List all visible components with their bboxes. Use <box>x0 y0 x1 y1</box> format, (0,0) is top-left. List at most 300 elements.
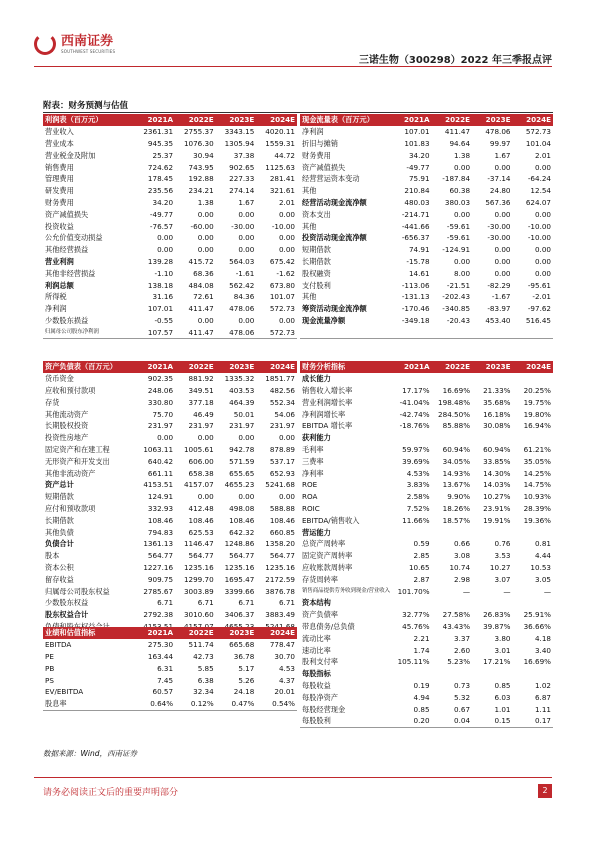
row-value: 564.77 <box>188 551 214 561</box>
row-label: 资产总计 <box>45 480 74 490</box>
row-value: — <box>503 586 511 596</box>
row-label: 成长能力 <box>302 374 331 384</box>
row-value: 498.08 <box>229 503 255 513</box>
row-value: 2.60 <box>454 645 471 655</box>
row-value: 108.46 <box>147 515 174 525</box>
row-value: 349.51 <box>188 385 214 395</box>
row-value: 0.00 <box>197 433 214 443</box>
row-label: 财务费用 <box>45 197 74 207</box>
row-value: -10.00 <box>271 221 295 231</box>
row-value: 6.38 <box>197 675 214 685</box>
table-row <box>300 256 553 268</box>
year-header: 2024E <box>513 361 554 373</box>
row-value <box>513 597 554 609</box>
row-value: 1.38 <box>197 197 214 207</box>
row-value: 10.93% <box>523 492 551 502</box>
row-label: 营运能力 <box>302 527 331 537</box>
row-value: 0.00 <box>494 162 511 172</box>
row-value: -59.61 <box>446 221 471 231</box>
row-value: 101.83 <box>404 138 430 148</box>
row-value: 0.00 <box>238 315 255 325</box>
row-value: 34.05% <box>442 456 471 466</box>
row-value: 60.94% <box>483 444 511 454</box>
row-value: 108.46 <box>269 515 295 525</box>
table-row <box>43 161 297 173</box>
row-value: -349.18 <box>401 315 430 325</box>
row-value: 881.92 <box>188 374 214 384</box>
table-title: 现金流量表（百万元） <box>300 114 391 126</box>
row-value: 642.32 <box>229 527 255 537</box>
row-value <box>432 373 472 385</box>
row-value: 3.53 <box>494 551 511 561</box>
row-value <box>472 597 512 609</box>
row-value: 163.44 <box>147 651 174 661</box>
row-value: 0.00 <box>238 233 255 243</box>
row-value: 3003.89 <box>183 586 214 596</box>
row-value: 5.32 <box>454 692 471 702</box>
row-value: 107.01 <box>147 304 174 314</box>
row-value: 10.27% <box>483 492 511 502</box>
table-row <box>43 526 297 538</box>
row-value: 588.88 <box>269 503 295 513</box>
row-label: 短期借款 <box>302 245 331 255</box>
row-value: 4655.23 <box>224 480 255 490</box>
row-value: 0.85 <box>494 680 511 690</box>
row-value: 101.04 <box>525 138 551 148</box>
blank-row <box>300 326 553 338</box>
row-value: 32.77% <box>402 610 430 620</box>
row-value <box>513 526 554 538</box>
row-value: 3.37 <box>454 633 471 643</box>
table-row <box>300 315 553 327</box>
row-value <box>391 526 431 538</box>
table-row <box>300 644 553 656</box>
row-value: 330.80 <box>147 397 174 407</box>
row-value: 284.50% <box>438 409 471 419</box>
row-label: 固定资产周转率 <box>302 551 353 561</box>
row-label: 资产减值损失 <box>302 162 346 172</box>
row-value: 45.76% <box>402 621 430 631</box>
year-header: 2023E <box>472 114 512 126</box>
row-label: 投资收益 <box>45 221 74 231</box>
footer-disclaimer: 请务必阅读正文后的重要声明部分 <box>43 788 179 798</box>
table-row <box>43 432 297 444</box>
row-value: 0.00 <box>157 433 174 443</box>
row-value: 6.71 <box>197 598 214 608</box>
row-value: 0.15 <box>472 715 512 727</box>
row-value: 0.85 <box>413 704 430 714</box>
balance-sheet-table <box>43 361 297 633</box>
valuation-table <box>43 627 297 711</box>
table-row <box>300 385 553 397</box>
row-value: 14.30% <box>483 468 511 478</box>
row-label: 投资活动现金流净额 <box>302 233 367 243</box>
row-value: 412.48 <box>188 503 214 513</box>
row-value: 39.69% <box>402 456 430 466</box>
row-value: 4.37 <box>278 675 295 685</box>
row-value: 0.00 <box>278 233 295 243</box>
row-value: 0.00 <box>197 245 214 255</box>
row-value: 1358.20 <box>265 539 295 549</box>
row-value <box>391 668 431 680</box>
row-label: PS <box>45 675 54 685</box>
row-label: PE <box>45 651 54 661</box>
row-label: 其他 <box>302 186 317 196</box>
row-value: 5.26 <box>238 675 255 685</box>
table-row <box>43 597 297 609</box>
row-value: -1.62 <box>276 268 295 278</box>
row-value: 42.73 <box>193 651 214 661</box>
row-value: 3.07 <box>494 574 511 584</box>
row-value: 17.21% <box>483 657 511 667</box>
row-value: -1.61 <box>235 268 255 278</box>
row-value: 1248.86 <box>224 539 255 549</box>
row-value: 1.11 <box>534 704 551 714</box>
row-label: 折旧与摊销 <box>302 138 338 148</box>
row-label: ROIC <box>302 503 320 513</box>
table-row <box>300 208 553 220</box>
row-label: 现金流量净额 <box>302 315 346 325</box>
row-value <box>391 373 431 385</box>
row-value: 3399.66 <box>224 586 255 596</box>
table-row <box>300 420 553 432</box>
row-label: 财务费用 <box>302 150 331 160</box>
row-value: -131.13 <box>401 292 430 302</box>
row-label: 营业税金及附加 <box>45 150 96 160</box>
row-value: 24.18 <box>233 687 255 697</box>
row-value: 17.17% <box>402 385 430 395</box>
row-value: 2.85 <box>413 551 430 561</box>
row-value: 0.04 <box>432 715 472 727</box>
row-label: 每股指标 <box>302 669 331 679</box>
row-value: 665.68 <box>229 640 255 650</box>
row-value: 572.73 <box>256 326 297 338</box>
cashflow-statement-table <box>300 114 553 339</box>
table-row <box>300 173 553 185</box>
row-value: 8.00 <box>454 268 471 278</box>
row-value: 25.37 <box>152 150 174 160</box>
row-value: 571.59 <box>229 456 255 466</box>
row-label: 其他 <box>302 221 317 231</box>
table-row <box>43 491 297 503</box>
row-value: 46.49 <box>193 409 214 419</box>
row-label: 净利率 <box>302 468 324 478</box>
row-value <box>432 597 472 609</box>
row-value: 567.36 <box>485 197 511 207</box>
table-row <box>300 550 553 562</box>
table-row <box>43 244 297 256</box>
row-value: 35.68% <box>483 397 511 407</box>
brand-logo <box>34 33 115 55</box>
table-row <box>43 538 297 550</box>
row-value: 101.07 <box>269 292 295 302</box>
row-label: EV/EBITDA <box>45 687 84 697</box>
row-value: 4.53% <box>406 468 430 478</box>
row-value: 18.26% <box>442 503 471 513</box>
row-value: 332.93 <box>147 503 174 513</box>
table-row <box>300 621 553 633</box>
table-row <box>43 408 297 420</box>
row-value: 0.00 <box>494 245 511 255</box>
row-value: -2.01 <box>532 292 551 302</box>
row-value: 0.00 <box>238 209 255 219</box>
row-value: 673.80 <box>269 280 295 290</box>
row-label: EBITDA 增长率 <box>302 421 353 431</box>
row-value: 1299.70 <box>183 574 214 584</box>
row-value: 5.85 <box>197 663 214 673</box>
year-header: 2023E <box>216 114 257 126</box>
row-value: 0.00 <box>454 209 471 219</box>
row-label: 净利润 <box>302 127 324 137</box>
table-row <box>300 291 553 303</box>
row-value: -15.78 <box>406 256 430 266</box>
row-value: 640.42 <box>147 456 174 466</box>
row-value: 24.80 <box>489 186 511 196</box>
row-value: -49.77 <box>406 162 430 172</box>
row-value: 1235.16 <box>265 562 295 572</box>
year-header: 2024E <box>513 114 554 126</box>
row-value: 4.44 <box>534 551 551 561</box>
table-title: 业绩和估值指标 <box>43 627 134 639</box>
row-value: 572.73 <box>525 127 551 137</box>
table-row <box>300 396 553 408</box>
row-label: 其他 <box>302 292 317 302</box>
row-label: 净利润 <box>45 304 67 314</box>
table-row <box>43 138 297 150</box>
row-value <box>472 526 512 538</box>
year-header: 2023E <box>472 361 512 373</box>
table-row <box>43 514 297 526</box>
row-value: 660.85 <box>269 527 295 537</box>
row-value: -83.97 <box>487 304 511 314</box>
row-label: 资本结构 <box>302 598 331 608</box>
row-value: 85.88% <box>442 421 471 431</box>
table-row <box>300 444 553 456</box>
row-value: 411.47 <box>188 304 214 314</box>
row-value: 4.53 <box>278 663 295 673</box>
row-value: 14.93% <box>442 468 471 478</box>
year-header: 2021A <box>134 627 175 639</box>
row-value: 10.65 <box>408 562 430 572</box>
table-row <box>300 585 553 597</box>
table-row <box>43 385 297 397</box>
row-label: 应付和预收款项 <box>45 503 96 513</box>
row-value: 18.57% <box>442 515 471 525</box>
row-value: 1076.30 <box>183 138 214 148</box>
table-row <box>43 173 297 185</box>
row-label: 速动比率 <box>302 645 331 655</box>
row-value: 14.61 <box>408 268 430 278</box>
row-value <box>513 668 554 680</box>
row-value: 909.75 <box>147 574 174 584</box>
row-value: 0.73 <box>454 680 471 690</box>
table-title: 资产负债表（百万元） <box>43 361 134 373</box>
row-value: 1361.13 <box>143 539 174 549</box>
table-row <box>300 609 553 621</box>
row-value: 178.45 <box>147 174 174 184</box>
row-value: 661.11 <box>147 468 174 478</box>
row-label: 存货 <box>45 397 60 407</box>
row-value <box>432 526 472 538</box>
brand-name-cn: 西南证券 <box>61 33 114 49</box>
table-row <box>43 373 297 385</box>
row-value: 27.58% <box>442 610 471 620</box>
row-value: 0.00 <box>278 245 295 255</box>
row-value: 411.47 <box>444 127 471 137</box>
data-source-note: 数据来源：Wind，西南证券 <box>43 749 138 758</box>
row-value: 0.67 <box>454 704 471 714</box>
row-value: 0.00 <box>454 162 471 172</box>
table-header-row <box>43 361 297 373</box>
row-value: 380.03 <box>444 197 471 207</box>
row-label: 营业成本 <box>45 138 74 148</box>
row-value: 2.87 <box>413 574 430 584</box>
row-label: 存货周转率 <box>302 574 338 584</box>
table-row <box>43 662 297 674</box>
table-row <box>43 444 297 456</box>
table-row <box>43 420 297 432</box>
table-row <box>300 455 553 467</box>
row-value: 26.83% <box>483 610 511 620</box>
row-value: -10.00 <box>527 233 551 243</box>
table-row <box>300 656 553 668</box>
row-value: 3010.60 <box>183 610 214 620</box>
row-value <box>472 668 512 680</box>
row-label: PB <box>45 663 55 673</box>
table-row <box>300 267 553 279</box>
table-row <box>43 197 297 209</box>
row-value: 0.00 <box>494 256 511 266</box>
row-value: 564.77 <box>147 551 174 561</box>
row-label: 获利能力 <box>302 433 331 443</box>
row-label: 股息率 <box>43 698 134 710</box>
row-label: 每股经营现金 <box>302 704 346 714</box>
row-label: 经营活动现金流净额 <box>302 197 367 207</box>
row-value: 2755.37 <box>183 127 214 137</box>
row-label: 销售收入增长率 <box>302 385 353 395</box>
row-value: -10.00 <box>527 221 551 231</box>
row-label: 股利支付率 <box>302 657 338 667</box>
row-label: 研发费用 <box>45 186 74 196</box>
row-value: 231.97 <box>147 421 174 431</box>
table-row <box>43 609 297 621</box>
row-value: 31.16 <box>152 292 174 302</box>
table-row <box>43 585 297 597</box>
row-value: 99.97 <box>489 138 511 148</box>
row-value <box>432 432 472 444</box>
row-value: 743.95 <box>188 162 214 172</box>
row-value: 5.17 <box>238 663 255 673</box>
row-value: 1851.77 <box>265 374 295 384</box>
table-row <box>300 185 553 197</box>
row-value: 4157.07 <box>183 480 214 490</box>
row-value: 274.14 <box>229 186 255 196</box>
row-value: 564.03 <box>229 256 255 266</box>
row-value: 235.56 <box>147 186 174 196</box>
row-value: 377.18 <box>188 397 214 407</box>
brand-mark-icon <box>34 33 56 55</box>
row-value: 32.34 <box>193 687 214 697</box>
row-value: 0.19 <box>413 680 430 690</box>
row-value: 60.38 <box>449 186 471 196</box>
table-row <box>300 538 553 550</box>
row-value: 107.01 <box>404 127 430 137</box>
row-value: 478.06 <box>485 127 511 137</box>
row-value: 231.97 <box>188 421 214 431</box>
row-label: 货币资金 <box>45 374 74 384</box>
row-value: 1235.16 <box>224 562 255 572</box>
row-label: 三费率 <box>302 456 324 466</box>
row-value: 2792.38 <box>143 610 174 620</box>
row-value: 7.45 <box>157 675 174 685</box>
row-label: 股东权益合计 <box>45 610 89 620</box>
row-label: 无形资产和开发支出 <box>45 456 110 466</box>
income-statement-table <box>43 114 297 339</box>
table-header-row <box>300 361 553 373</box>
row-value: -202.43 <box>442 292 471 302</box>
row-label: 留存收益 <box>45 574 74 584</box>
row-label: 股权融资 <box>302 268 331 278</box>
row-value: 572.73 <box>269 304 295 314</box>
row-label: 毛利率 <box>302 444 324 454</box>
section-title: 附表：财务预测与估值 <box>43 101 129 111</box>
table-row <box>300 408 553 420</box>
table-row <box>43 639 297 651</box>
row-value: 19.75% <box>523 397 551 407</box>
row-value: 60.57 <box>152 687 174 697</box>
row-value: 108.46 <box>229 515 255 525</box>
table-row <box>300 279 553 291</box>
table-row <box>43 267 297 279</box>
row-value: 1.38 <box>454 150 471 160</box>
row-label: 带息债务/总负债 <box>302 621 355 631</box>
row-label: 经营营运资本变动 <box>302 174 360 184</box>
year-header: 2021A <box>134 361 175 373</box>
row-value: 35.05% <box>523 456 551 466</box>
row-value: 562.42 <box>229 280 255 290</box>
row-label: 流动比率 <box>302 633 331 643</box>
row-value: 0.00 <box>534 209 551 219</box>
row-value: 43.43% <box>442 621 471 631</box>
row-value: 552.34 <box>269 397 295 407</box>
row-value: 6.71 <box>238 598 255 608</box>
row-label: ROE <box>302 480 318 490</box>
row-label: ROA <box>302 492 318 502</box>
row-value: 30.70 <box>274 651 295 661</box>
table-row <box>43 315 297 327</box>
row-value: 2.58% <box>406 492 430 502</box>
row-value: 10.53 <box>530 562 551 572</box>
row-value: 0.17 <box>513 715 554 727</box>
table-row <box>300 220 553 232</box>
row-label: 管理费用 <box>45 174 74 184</box>
row-value <box>391 432 431 444</box>
row-value: 453.40 <box>485 315 511 325</box>
row-value: 516.45 <box>525 315 551 325</box>
row-label: 净利润增长率 <box>302 409 346 419</box>
row-value <box>513 373 554 385</box>
row-value: 14.75% <box>523 480 551 490</box>
row-value: 75.70 <box>152 409 174 419</box>
table-header-row <box>43 627 297 639</box>
row-value: 0.00 <box>534 245 551 255</box>
row-value: 231.97 <box>229 421 255 431</box>
table-row <box>300 597 553 609</box>
table-row <box>300 373 553 385</box>
table-row <box>300 715 553 727</box>
table-row <box>43 562 297 574</box>
row-value: 74.91 <box>408 245 430 255</box>
